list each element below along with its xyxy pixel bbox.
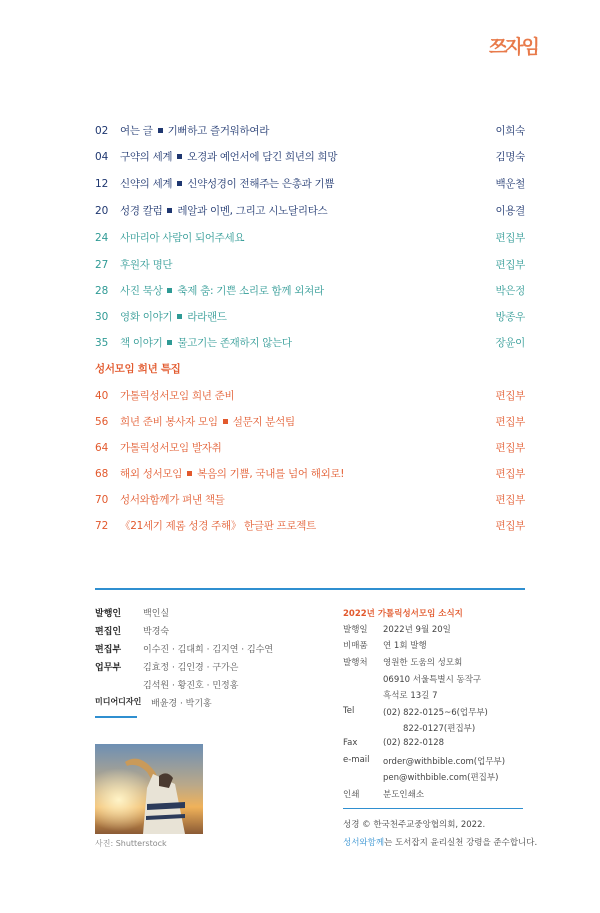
square-bullet-icon [167, 340, 172, 345]
page-number: 20 [95, 205, 109, 217]
pub-row: Tel (02) 822-0125~6(업무부) [343, 706, 488, 718]
entry-title: 책 이야기 물고기는 존재하지 않는다 [120, 337, 292, 349]
square-bullet-icon [187, 471, 192, 476]
toc-entry[interactable] [95, 256, 525, 274]
staff-row: 업무부 김효정 · 김인경 · 구가은 [95, 663, 239, 673]
publication-info [343, 607, 506, 800]
entry-title: 여는 글 기뻐하고 즐거워하여라 [120, 125, 270, 137]
entry-title: 후원자 명단 [120, 259, 173, 271]
square-bullet-icon [167, 288, 172, 293]
special-section-heading: 성서모임 희년 특집 [95, 363, 181, 375]
page-number: 27 [95, 259, 109, 271]
copyright-line: 성경 © 한국천주교중앙협의회, 2022. [343, 820, 486, 830]
toc-entry[interactable] [95, 229, 525, 247]
staff-row: 미디어디자인 배윤경 · 박기홍 [95, 696, 212, 709]
pub-row: Fax (02) 822-0128 [343, 738, 445, 748]
toc-entry[interactable] [95, 491, 525, 509]
entry-author: 편집부 [495, 259, 525, 271]
entry-title: 희년 준비 봉사자 모임 설문지 분석팀 [120, 416, 295, 428]
square-bullet-icon [158, 128, 163, 133]
entry-author: 편집부 [495, 442, 525, 454]
pub-row: 발행일 2022년 9월 20일 [343, 625, 451, 635]
photo-caption: 사진: Shutterstock [95, 839, 167, 848]
toc-entry[interactable] [95, 517, 525, 535]
entry-title: 성서와함께가 펴낸 책들 [120, 494, 225, 506]
entry-title: 신약의 세계 신약성경이 전해주는 은총과 기쁨 [120, 178, 335, 190]
entry-author: 편집부 [495, 232, 525, 244]
toc-entry[interactable] [95, 413, 525, 431]
pub-divider [343, 808, 523, 809]
page-number: 68 [95, 468, 109, 480]
square-bullet-icon [223, 419, 228, 424]
pub-row: 발행처 영원한 도움의 성모회 [343, 658, 463, 668]
page-number: 56 [95, 416, 109, 428]
entry-author: 백운철 [495, 178, 525, 190]
page-number: 24 [95, 232, 109, 244]
copyright-notice [343, 818, 537, 848]
page-number: 70 [95, 494, 109, 506]
toc-entry[interactable] [95, 308, 525, 326]
staff-row: 김석원 · 황진호 · 민정홍 [143, 681, 239, 691]
square-bullet-icon [167, 208, 172, 213]
toc-entry[interactable] [95, 175, 525, 193]
entry-author: 편집부 [495, 468, 525, 480]
entry-author: 편집부 [495, 416, 525, 428]
page-number: 28 [95, 285, 109, 297]
pub-row: 인쇄 분도인쇄소 [343, 790, 425, 800]
page-number: 02 [95, 125, 109, 137]
page-number: 30 [95, 311, 109, 323]
entry-author: 박은정 [495, 285, 525, 297]
pub-row: 06910 서울특별시 동작구 [383, 675, 482, 685]
entry-author: 편집부 [495, 494, 525, 506]
pub-row: 비매품 연 1회 발행 [343, 641, 427, 651]
staff-row: 편집인 박경숙 [95, 627, 170, 637]
square-bullet-icon [177, 181, 182, 186]
ethics-line: 성서와함께는 도서잡지 윤리실천 강령을 준수합니다. [343, 838, 538, 848]
page-number: 04 [95, 151, 109, 163]
entry-title: 사마리아 사람이 되어주세요 [120, 232, 245, 244]
staff-row: 발행인 백인실 [95, 609, 170, 619]
entry-title: 사진 묵상 축제 춤: 기쁜 소리로 함께 외쳐라 [120, 285, 324, 297]
pub-row: 흑석로 13길 7 [383, 691, 438, 701]
section-divider [95, 588, 525, 590]
accent-line [95, 716, 137, 718]
toc-entry[interactable] [95, 387, 525, 405]
entry-author: 방종우 [495, 311, 525, 323]
page-number: 64 [95, 442, 109, 454]
entry-title: 구약의 세계 오경과 예언서에 담긴 희년의 희망 [120, 151, 338, 163]
entry-title: 성경 칼럼 레알과 이멘, 그리고 시노달리타스 [120, 205, 328, 217]
page-number: 12 [95, 178, 109, 190]
pub-row: 822-0127(편집부) [403, 724, 476, 734]
entry-title: 영화 이야기 라라랜드 [120, 311, 227, 323]
entry-title: 《21세기 제롬 성경 주해》 한글판 프로젝트 [120, 520, 316, 532]
entry-author: 이희숙 [495, 125, 525, 137]
entry-author: 편집부 [495, 520, 525, 532]
entry-title: 해외 성서모임 복음의 기쁨, 국내를 넘어 해외로! [120, 468, 345, 480]
page-number: 35 [95, 337, 109, 349]
toc-entry[interactable] [95, 122, 525, 140]
entry-author: 장윤이 [495, 337, 525, 349]
publication-title: 2022년 가톨릭성서모임 소식지 [343, 609, 463, 619]
page-number: 40 [95, 390, 109, 402]
magazine-logo: 쯔자임 [488, 36, 538, 58]
toc-entry[interactable] [95, 202, 525, 220]
toc-entry[interactable] [95, 465, 525, 483]
page-number: 72 [95, 520, 109, 532]
entry-author: 김명숙 [495, 151, 525, 163]
pub-row: e-mail order@withbible.com(업무부) [343, 755, 506, 767]
pub-row: pen@withbible.com(편집부) [383, 773, 499, 783]
entry-title: 가톨릭성서모임 발자취 [120, 442, 222, 454]
square-bullet-icon [177, 314, 182, 319]
square-bullet-icon [177, 154, 182, 159]
entry-author: 편집부 [495, 390, 525, 402]
toc-entry[interactable] [95, 439, 525, 457]
toc-entry[interactable] [95, 148, 525, 166]
toc-entry[interactable] [95, 334, 525, 352]
entry-title: 가톨릭성서모임 희년 준비 [120, 390, 235, 402]
toc-entry[interactable] [95, 282, 525, 300]
staff-row: 편집부 이수진 · 김대희 · 김지연 · 김수연 [95, 645, 274, 655]
entry-author: 이용결 [495, 205, 525, 217]
shofar-photo [95, 744, 203, 834]
